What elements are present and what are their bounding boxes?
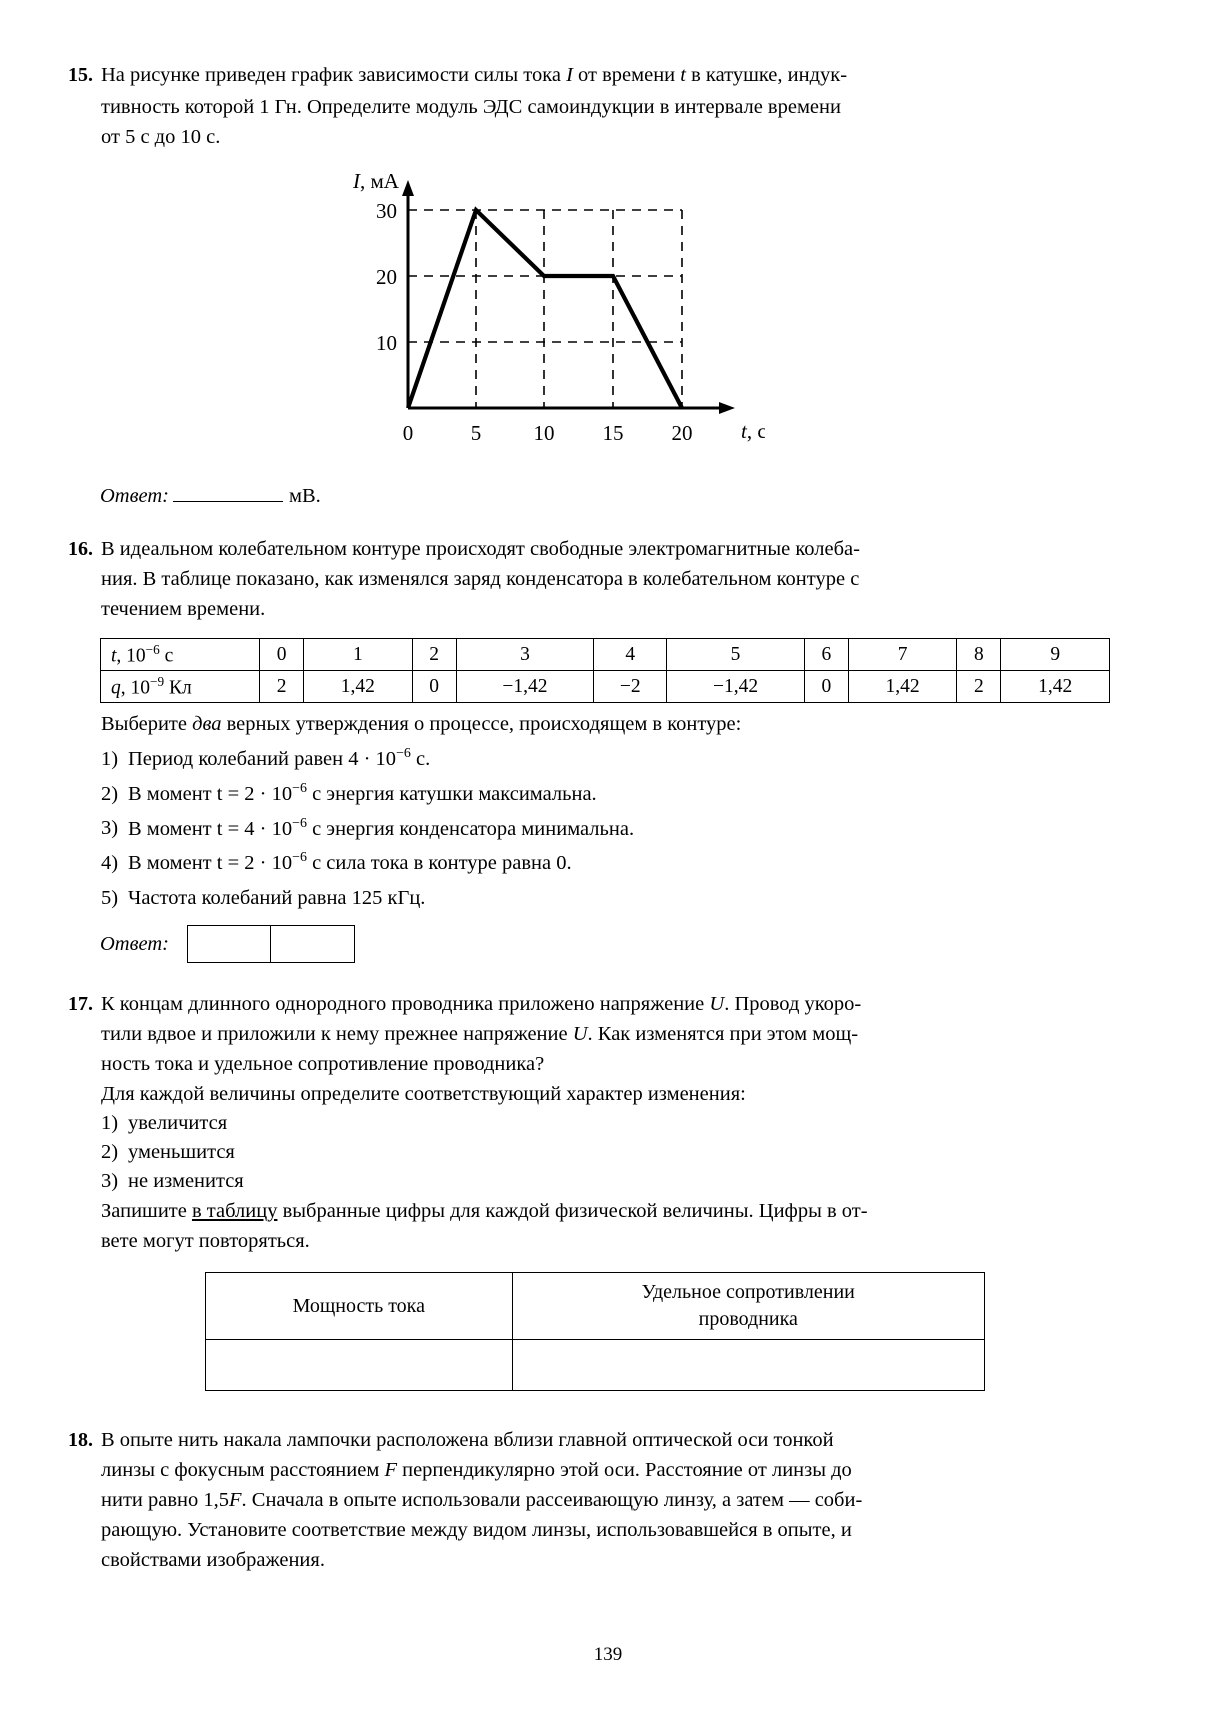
task-18-number: 18. bbox=[68, 1429, 93, 1452]
chart-data-line bbox=[408, 210, 682, 408]
task-18-line4: рающую. Установите соответствие между видом линзы, использовавшейся в опыте, и bbox=[101, 1519, 852, 1542]
symbol-t: t bbox=[680, 64, 686, 86]
symbol-U-1: U bbox=[709, 993, 725, 1016]
task-16-prompt bbox=[101, 709, 1126, 739]
task-18-line2 bbox=[101, 1455, 1126, 1485]
task-17-number: 17. bbox=[68, 993, 93, 1016]
task-18-line3 bbox=[101, 1485, 1126, 1515]
task-17-line3: ность тока и удельное сопротивление проводника? bbox=[101, 1053, 545, 1076]
task-17-options bbox=[101, 1109, 1126, 1196]
answer-cell-power[interactable] bbox=[206, 1340, 513, 1391]
task-17-note-line1 bbox=[101, 1196, 1126, 1226]
cell: 3 bbox=[456, 639, 593, 671]
task-15-line3: от 5 с до 10 с. bbox=[101, 126, 221, 148]
task-16-answer bbox=[100, 925, 1126, 963]
x-tick-0: 0 bbox=[402, 421, 414, 445]
task-17-body bbox=[101, 989, 1126, 1256]
x-tick-10: 10 bbox=[533, 421, 555, 445]
chart-gridlines bbox=[408, 210, 682, 407]
option-3[interactable] bbox=[101, 809, 1126, 844]
t17-l2b: . Как изменятся при этом мощ- bbox=[587, 1023, 859, 1046]
cell: 5 bbox=[667, 639, 804, 671]
option-text: Частота колебаний равна 125 кГц. bbox=[128, 887, 426, 910]
table-row1-header bbox=[101, 639, 260, 671]
y-axis-arrow bbox=[402, 180, 414, 196]
cell: 7 bbox=[848, 639, 956, 671]
note-part-b: выбранные цифры для каждой физической величины. Цифры в от- bbox=[277, 1200, 868, 1223]
cell: 8 bbox=[957, 639, 1001, 671]
x-axis-arrow bbox=[719, 402, 735, 414]
answer-cell-resistivity[interactable] bbox=[512, 1340, 984, 1391]
task-17-line2 bbox=[101, 1019, 1126, 1049]
x-tick-15: 15 bbox=[602, 421, 624, 445]
answer-box-2[interactable] bbox=[271, 925, 355, 963]
table-row bbox=[101, 639, 1110, 671]
task-16-options bbox=[101, 739, 1126, 913]
answer-box-1[interactable] bbox=[187, 925, 271, 963]
task-15-line1: На рисунке приведен график зависимости силы тока bbox=[101, 64, 567, 86]
header-resistivity-line1: Удельное сопротивлении bbox=[641, 1281, 855, 1304]
cell: 2 bbox=[260, 671, 304, 703]
row1-unit-base: , 10 bbox=[116, 645, 146, 667]
symbol-I: I bbox=[566, 64, 573, 86]
option-text: не изменится bbox=[128, 1170, 244, 1193]
option-5[interactable] bbox=[101, 878, 1126, 913]
option-mark: 2) bbox=[101, 782, 119, 805]
task-16-line1: В идеальном колебательном контуре происходят свободные электромагнитные колеба- bbox=[101, 538, 860, 560]
cell: 0 bbox=[412, 671, 456, 703]
answer-grid-table bbox=[205, 1272, 985, 1391]
y-axis-label: I, мА bbox=[353, 169, 399, 193]
option-text: В момент t = 2 · 10 bbox=[128, 852, 293, 875]
y-tick-30: 30 bbox=[376, 199, 397, 223]
option-3[interactable] bbox=[101, 1167, 1126, 1196]
option-text: уменьшится bbox=[128, 1141, 235, 1164]
task-15 bbox=[55, 60, 1126, 152]
prompt-part-a: Выберите bbox=[101, 713, 193, 735]
y-tick-10: 10 bbox=[376, 331, 397, 355]
task-16 bbox=[55, 534, 1126, 624]
x-tick-20: 20 bbox=[671, 421, 693, 445]
row1-symbol: t bbox=[111, 645, 117, 667]
table-row bbox=[206, 1340, 985, 1391]
option-mark: 5) bbox=[101, 887, 119, 910]
task-15-answer-blank[interactable] bbox=[173, 485, 283, 502]
t17-l1b: . Провод укоро- bbox=[724, 993, 862, 1016]
task-15-answer-unit: мВ. bbox=[288, 485, 321, 507]
option-tail: с энергия конденсатора минимальна. bbox=[306, 817, 635, 840]
current-time-graph bbox=[335, 162, 765, 467]
cell: 1,42 bbox=[304, 671, 412, 703]
task-16-answer-label: Ответ: bbox=[100, 932, 169, 955]
task-17-note-line2: вете могут повторяться. bbox=[101, 1230, 310, 1253]
option-2[interactable] bbox=[101, 774, 1126, 809]
prompt-emphasis: два bbox=[192, 713, 222, 735]
option-exp: −6 bbox=[292, 850, 307, 866]
option-mark: 2) bbox=[101, 1141, 119, 1164]
cell: 4 bbox=[594, 639, 667, 671]
option-2[interactable] bbox=[101, 1138, 1126, 1167]
cell: 1 bbox=[304, 639, 412, 671]
task-18 bbox=[55, 1425, 1126, 1575]
option-exp: −6 bbox=[292, 780, 307, 796]
task-15-body bbox=[101, 60, 1126, 152]
row2-symbol: q bbox=[111, 677, 121, 699]
row1-unit-exp: −6 bbox=[145, 641, 160, 657]
task-18-line5: свойствами изображения. bbox=[101, 1549, 325, 1572]
cell: 1,42 bbox=[1001, 671, 1110, 703]
task-18-body bbox=[101, 1425, 1126, 1575]
option-mark: 3) bbox=[101, 817, 119, 840]
symbol-F-1: F bbox=[384, 1459, 397, 1482]
task-18-line1: В опыте нить накала лампочки расположена вблизи главной оптической оси тонкой bbox=[101, 1429, 834, 1452]
option-1[interactable] bbox=[101, 1109, 1126, 1138]
option-mark: 3) bbox=[101, 1170, 119, 1193]
task-16-body bbox=[101, 534, 1126, 624]
cell: 6 bbox=[804, 639, 848, 671]
option-text: увеличится bbox=[128, 1112, 228, 1135]
note-part-a: Запишите bbox=[101, 1200, 192, 1223]
row1-unit-suffix: с bbox=[159, 645, 174, 667]
row2-unit-suffix: Кл bbox=[164, 677, 192, 699]
charge-time-table bbox=[100, 638, 1110, 703]
row2-unit-exp: −9 bbox=[150, 673, 165, 689]
note-underlined: в таблицу bbox=[191, 1200, 278, 1223]
cell: 2 bbox=[412, 639, 456, 671]
task-15-answer bbox=[100, 485, 1126, 508]
t18-l2b: перпендикулярно этой оси. Расстояние от линзы до bbox=[396, 1459, 852, 1482]
task-17 bbox=[55, 989, 1126, 1256]
task-15-line2: тивность которой 1 Гн. Определите модуль ЭДС самоиндукции в интервале времени bbox=[101, 96, 841, 118]
cell: −1,42 bbox=[667, 671, 804, 703]
prompt-part-b: верных утверждения о процессе, происходящем в контуре: bbox=[221, 713, 742, 735]
task-16-number: 16. bbox=[68, 538, 93, 560]
header-resistivity-line2: проводника bbox=[698, 1308, 798, 1331]
table-row bbox=[101, 671, 1110, 703]
task-17-line1 bbox=[101, 989, 1126, 1019]
cell: −1,42 bbox=[456, 671, 593, 703]
option-mark: 1) bbox=[101, 747, 119, 770]
option-text: Период колебаний равен 4 · 10 bbox=[128, 747, 397, 770]
row2-unit-base: , 10 bbox=[120, 677, 150, 699]
table-row2-header bbox=[101, 671, 260, 703]
option-text: В момент t = 2 · 10 bbox=[128, 782, 293, 805]
option-exp: −6 bbox=[292, 815, 307, 831]
chart-svg bbox=[335, 162, 765, 462]
option-tail: с сила тока в контуре равна 0. bbox=[306, 852, 572, 875]
header-power: Мощность тока bbox=[206, 1273, 513, 1340]
t17-l2a: тили вдвое и приложили к нему прежнее напряжение bbox=[101, 1023, 573, 1046]
y-tick-20: 20 bbox=[376, 265, 397, 289]
x-axis-label: t, с bbox=[741, 419, 765, 443]
option-text: В момент t = 4 · 10 bbox=[128, 817, 293, 840]
t17-l1a: К концам длинного однородного проводника приложено напряжение bbox=[101, 993, 710, 1016]
task-16-options-block bbox=[55, 709, 1126, 913]
cell: 0 bbox=[260, 639, 304, 671]
option-mark: 4) bbox=[101, 852, 119, 875]
chart-axes bbox=[408, 190, 725, 408]
header-resistivity bbox=[512, 1273, 984, 1340]
task-16-line3: течением времени. bbox=[101, 598, 266, 620]
task-16-line2: ния. В таблице показано, как изменялся заряд конденсатора в колебательном контуре с bbox=[101, 568, 860, 590]
cell: 1,42 bbox=[848, 671, 956, 703]
task-15-paragraph bbox=[101, 60, 1126, 90]
cell: 9 bbox=[1001, 639, 1110, 671]
symbol-F-2: F bbox=[229, 1489, 242, 1512]
option-mark: 1) bbox=[101, 1112, 119, 1135]
task-15-answer-label: Ответ: bbox=[100, 485, 169, 507]
symbol-U-2: U bbox=[572, 1023, 588, 1046]
cell: 2 bbox=[957, 671, 1001, 703]
option-1[interactable] bbox=[101, 739, 1126, 774]
option-tail: с энергия катушки максимальна. bbox=[306, 782, 597, 805]
task-15-line1b: от времени bbox=[572, 64, 681, 86]
option-tail: с. bbox=[410, 747, 431, 770]
option-4[interactable] bbox=[101, 843, 1126, 878]
task-15-line1c: в катушке, индук- bbox=[685, 64, 848, 86]
page-number: 139 bbox=[593, 1644, 623, 1665]
t18-l3b: . Сначала в опыте использовали рассеивающую линзу, а затем — соби- bbox=[241, 1489, 863, 1512]
cell: 0 bbox=[804, 671, 848, 703]
x-tick-5: 5 bbox=[470, 421, 482, 445]
t18-l2a: линзы с фокусным расстоянием bbox=[101, 1459, 385, 1482]
task-15-number: 15. bbox=[68, 64, 93, 86]
table-header-row bbox=[206, 1273, 985, 1340]
cell: −2 bbox=[594, 671, 667, 703]
t18-l3a: нити равно 1,5 bbox=[101, 1489, 229, 1512]
option-exp: −6 bbox=[396, 746, 411, 761]
task-17-line4: Для каждой величины определите соответствующий характер изменения: bbox=[101, 1083, 746, 1106]
